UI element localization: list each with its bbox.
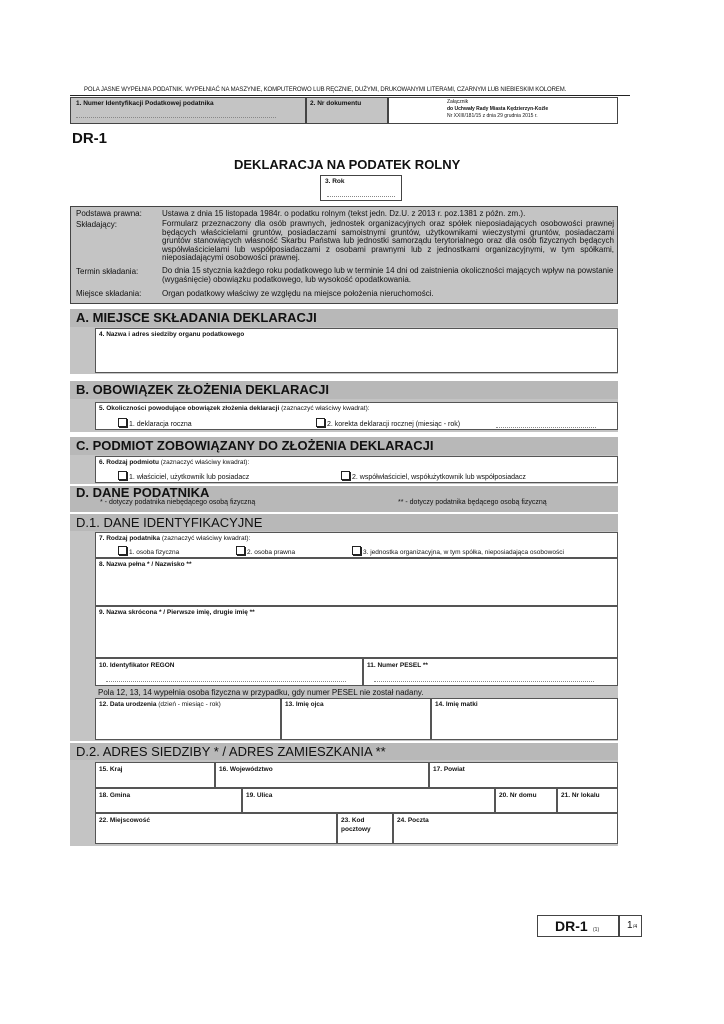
deadline-label: Termin składania: (76, 267, 139, 276)
form-code: DR-1 (72, 130, 108, 147)
note-natural-person: ** - dotyczy podatnika będącego osobą fizyczną (398, 499, 547, 506)
year-label: 3. Rok (325, 178, 345, 185)
correction-date-input[interactable] (496, 427, 596, 428)
section-c-header: C. PODMIOT ZOBOWIĄZANY DO ZŁOŻENIA DEKLARACJI (70, 437, 618, 455)
tax-office-label: 4. Nazwa i adres siedziby organu podatkowego (99, 331, 245, 338)
locality-label: 22. Miejscowość (99, 817, 150, 824)
county-label: 17. Powiat (433, 766, 465, 773)
section-d2-header: D.2. ADRES SIEDZIBY * / ADRES ZAMIESZKANIA ** (70, 743, 618, 760)
checkbox-icon[interactable] (236, 546, 245, 555)
footer-code-sub: (1) (593, 927, 600, 933)
street-field[interactable] (242, 788, 495, 813)
checkbox-icon[interactable] (118, 471, 127, 480)
nip-field (70, 97, 306, 124)
county-field[interactable] (429, 762, 618, 788)
post-office-label: 24. Poczta (397, 817, 429, 824)
birth-date-hint: (dzień - miesiąc - rok) (158, 701, 221, 708)
year-field (320, 175, 402, 201)
apartment-number-field[interactable] (557, 788, 618, 813)
checkbox-icon[interactable] (316, 418, 325, 427)
street-label: 19. Ulica (246, 792, 273, 799)
postal-code-label-1: 23. Kod (341, 817, 365, 824)
pesel-note: Pola 12, 13, 14 wypełnia osoba fizyczna w przypadku, gdy numer PESEL nie został nadany. (98, 688, 424, 697)
obligation-label: 5. Okoliczności powodujące obowiązek złożenia deklaracji (99, 405, 280, 412)
deadline-text: Do dnia 15 stycznia każdego roku podatkowego lub w terminie 14 dni od zaistnienia okoliczności mających wpływ na powstanie (wygaśnięcie) obowiązku podatkowego, lub wysokość opodatkowania. (162, 266, 614, 284)
option-legal-person[interactable]: 2. osoba prawna (236, 546, 295, 556)
pesel-field[interactable] (363, 658, 618, 686)
tax-office-field[interactable] (95, 328, 618, 373)
header-rule (70, 95, 630, 96)
option-co-owner[interactable]: 2. współwłaściciel, współużytkownik lub współposiadacz (341, 471, 526, 481)
footer-code-box (537, 915, 619, 937)
pesel-label: 11. Numer PESEL ** (367, 662, 428, 669)
option-organizational-unit[interactable]: 3. jednostka organizacyjna, w tym spółka, nieposiadająca osobowości (352, 546, 564, 556)
entity-type-hint: (zaznaczyć właściwy kwadrat): (160, 459, 250, 466)
house-number-field[interactable] (495, 788, 557, 813)
attachment-box (388, 97, 618, 124)
section-d-title: D. DANE PODATNIKA (76, 485, 210, 500)
regon-label: 10. Identyfikator REGON (99, 662, 175, 669)
commune-label: 18. Gmina (99, 792, 131, 799)
option-annual-declaration[interactable]: 1. deklaracja roczna (118, 418, 192, 428)
section-a-header: A. MIEJSCE SKŁADANIA DEKLARACJI (70, 309, 618, 327)
taxpayer-type-field (95, 532, 618, 558)
page-number: 1 (627, 920, 633, 931)
full-name-label: 8. Nazwa pełna * / Nazwisko ** (99, 561, 192, 568)
short-name-field[interactable] (95, 606, 618, 658)
father-name-field[interactable] (281, 698, 431, 740)
regon-input[interactable] (106, 681, 346, 682)
country-label: 15. Kraj (99, 766, 123, 773)
option-owner[interactable]: 1. właściciel, użytkownik lub posiadacz (118, 471, 249, 481)
post-office-field[interactable] (393, 813, 618, 844)
document-number-label: 2. Nr dokumentu (310, 100, 362, 107)
place-text: Organ podatkowy właściwy ze względu na miejsce położenia nieruchomości. (162, 289, 434, 298)
page-title: DEKLARACJA NA PODATEK ROLNY (234, 157, 461, 172)
voivodeship-field[interactable] (215, 762, 429, 788)
checkbox-icon[interactable] (352, 546, 361, 555)
taxpayer-type-hint: (zaznaczyć właściwy kwadrat): (161, 535, 251, 542)
entity-type-label: 6. Rodzaj podmiotu (99, 459, 159, 466)
postal-code-field[interactable] (337, 813, 393, 844)
nip-label: 1. Numer Identyfikacji Podatkowej podatnika (76, 100, 214, 107)
document-number-field (306, 97, 388, 124)
locality-field[interactable] (95, 813, 337, 844)
postal-code-label-2: pocztowy (341, 826, 371, 833)
option-natural-person[interactable]: 1. osoba fizyczna (118, 546, 179, 556)
mother-name-field[interactable] (431, 698, 618, 740)
country-field[interactable] (95, 762, 215, 788)
section-d1-header: D.1. DANE IDENTYFIKACYJNE (70, 514, 618, 531)
apartment-number-label: 21. Nr lokalu (561, 792, 600, 799)
place-label: Miejsce składania: (76, 289, 142, 298)
filer-label: Składający: (76, 220, 117, 229)
birth-date-field[interactable] (95, 698, 281, 740)
obligation-field (95, 402, 618, 430)
taxpayer-type-label: 7. Rodzaj podatnika (99, 535, 161, 542)
instruction-text: POLA JASNE WYPEŁNIA PODATNIK. WYPEŁNIAĆ NA MASZYNIE, KOMPUTEROWO LUB RĘCZNIE, DUŻYMI, DRUKOWANYMI LITERAMI, CZARNYM LUB NIEBIESKIM KOLOREM. (84, 87, 567, 93)
short-name-label: 9. Nazwa skrócona * / Pierwsze imię, drugie imię ** (99, 609, 255, 616)
house-number-label: 20. Nr domu (499, 792, 537, 799)
attachment-line3: Nr XXIII/181/15 z dnia 29 grudnia 2015 r. (447, 113, 538, 119)
checkbox-icon[interactable] (341, 471, 350, 480)
option-correction[interactable]: 2. korekta deklaracji rocznej (miesiąc - rok) (316, 418, 460, 428)
entity-type-field (95, 456, 618, 483)
birth-date-label: 12. Data urodzenia (99, 701, 157, 708)
page-number-box (619, 915, 642, 937)
checkbox-icon[interactable] (118, 418, 127, 427)
year-input[interactable] (327, 196, 395, 197)
legal-basis-label: Podstawa prawna: (76, 209, 142, 218)
filer-text: Formularz przeznaczony dla osób prawnych, jednostek organizacyjnych oraz spółek nieposiadających osobowości prawnej będących właścicielami gruntów, posiadaczami samoistnymi gruntów, użytkownikami wieczystymi gruntów, posiadaczami gruntów stanowiących własność Skarbu Państwa lub jednostki samorządu terytorialnego oraz dla osób fizycznych będących współwłaścicielami lub współposiadaczami z osobami prawnymi lub z jednostkami organizacyjnymi, w tym spółkami, nieposiadającymi osobowości prawnej. (162, 219, 614, 263)
attachment-line2: do Uchwały Rady Miasta Kędzierzyn-Koźle (447, 106, 549, 112)
father-name-label: 13. Imię ojca (285, 701, 324, 708)
nip-input[interactable] (76, 117, 276, 118)
voivodeship-label: 16. Województwo (219, 766, 273, 773)
regon-field[interactable] (95, 658, 363, 686)
attachment-line1: Załącznik (447, 99, 469, 105)
legal-basis-text: Ustawa z dnia 15 listopada 1984r. o podatku rolnym (tekst jedn. Dz.U. z 2013 r. poz.1381 z późn. zm.). (162, 209, 526, 218)
note-legal-entity: * - dotyczy podatnika niebędącego osobą fizyczną (100, 499, 256, 506)
commune-field[interactable] (95, 788, 242, 813)
footer-form-code: DR-1 (555, 918, 588, 934)
obligation-hint: (zaznaczyć właściwy kwadrat): (281, 405, 370, 412)
mother-name-label: 14. Imię matki (435, 701, 478, 708)
checkbox-icon[interactable] (118, 546, 127, 555)
full-name-field[interactable] (95, 558, 618, 606)
pesel-input[interactable] (374, 681, 594, 682)
page-total: /4 (633, 924, 638, 930)
section-b-header: B. OBOWIĄZEK ZŁOŻENIA DEKLARACJI (70, 381, 618, 399)
